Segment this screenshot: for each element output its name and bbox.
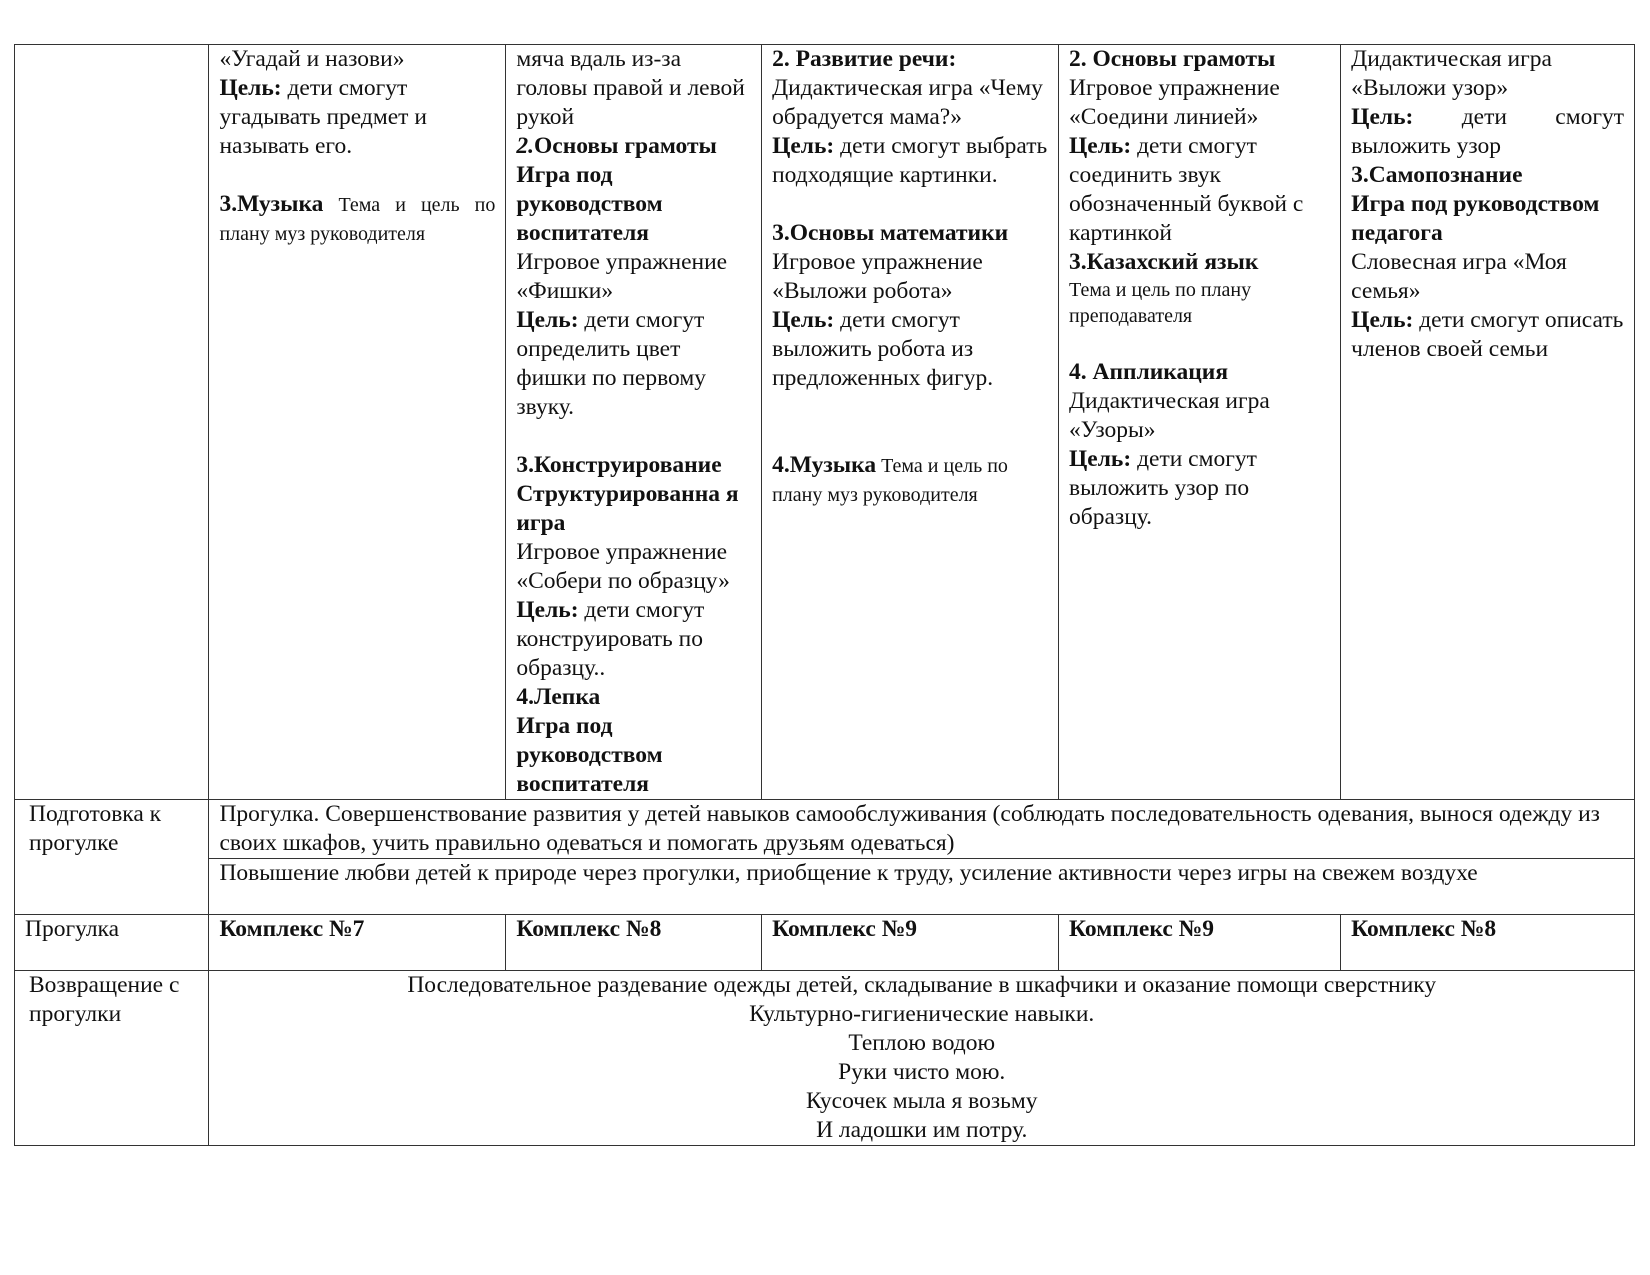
- complex-cell: Комплекс №8: [1341, 915, 1635, 971]
- section-subtitle: Игра под руководством воспитателя: [516, 713, 663, 797]
- prep-row-2: [15, 859, 1635, 915]
- return-label: Возвращение с прогулки: [15, 971, 209, 1146]
- section-subtitle: Структурированна я игра: [516, 481, 739, 536]
- exercise-text: Словесная игра «Моя семья»: [1351, 249, 1567, 304]
- game-title: Дидактическая игра «Выложи узор»: [1351, 46, 1552, 101]
- section-title: 3.Конструирование: [516, 452, 722, 478]
- music-block: 4.Музыка Тема и цель по плану муз руководителя: [772, 452, 1008, 506]
- poem-line: Кусочек мыла я возьму: [805, 1088, 1038, 1114]
- section-title: 2.Основы грамоты: [516, 133, 717, 159]
- activities-col-1: [209, 45, 506, 800]
- goal-text: Цель: дети смогут выложить узор по образцу.: [1069, 446, 1257, 530]
- complex-cell: Комплекс №7: [209, 915, 506, 971]
- activities-label-cell: [15, 45, 209, 800]
- exercise-text: Игровое упражнение «Фишки»: [516, 249, 728, 304]
- goal-text: Цель: дети смогут описать членов своей семьи: [1351, 307, 1624, 362]
- activities-row: [15, 45, 1635, 800]
- exercise-text: Дидактическая игра «Узоры»: [1069, 388, 1270, 443]
- complex-cell: Комплекс №9: [762, 915, 1059, 971]
- walk-label: Прогулка: [15, 915, 209, 971]
- section-title: 2. Основы грамоты: [1069, 46, 1276, 72]
- section-subtitle: Игра под руководством воспитателя: [516, 162, 663, 246]
- complex-cell: Комплекс №8: [506, 915, 762, 971]
- section-title: 3.Основы математики: [772, 220, 1009, 246]
- complex-cell: Комплекс №9: [1059, 915, 1341, 971]
- goal-text: Цель: дети смогут выбрать подходящие картинки.: [772, 133, 1048, 188]
- section-title: 4.Лепка: [516, 684, 601, 710]
- section-title: 3.Самопознание: [1351, 162, 1523, 188]
- goal-text: Цель: дети смогут конструировать по образцу..: [516, 597, 705, 681]
- text-line: мяча вдаль из-за головы правой и левой рукой: [516, 46, 745, 130]
- schedule-table: [14, 44, 1635, 1146]
- exercise-text: Игровое упражнение «Выложи робота»: [772, 249, 983, 304]
- activities-col-5: [1341, 45, 1635, 800]
- goal-text: Цель: дети смогут выложить узор: [1351, 104, 1624, 159]
- exercise-text: Дидактическая игра «Чему обрадуется мама?»: [772, 75, 1043, 130]
- prep-text-2: Повышение любви детей к природе через прогулки, приобщение к труду, усиление активности через игры на свежем воздухе: [209, 859, 1635, 915]
- exercise-text: Игровое упражнение «Собери по образцу»: [516, 539, 730, 594]
- poem-line: И ладошки им потру.: [816, 1117, 1028, 1143]
- section-title: 4. Аппликация: [1069, 359, 1229, 385]
- return-line: Последовательное раздевание одежды детей, складывание в шкафчики и оказание помощи сверстнику: [407, 972, 1437, 998]
- activities-col-2: [506, 45, 762, 800]
- game-title: «Угадай и назови»: [219, 46, 405, 72]
- music-block: 3.Музыка Тема и цель по плану муз руководителя: [219, 191, 496, 245]
- return-text: [209, 971, 1635, 1146]
- poem-line: Теплою водою: [848, 1030, 996, 1056]
- return-line: Культурно-гигиенические навыки.: [749, 1001, 1095, 1027]
- prep-text-1: Прогулка. Совершенствование развития у детей навыков самообслуживания (соблюдать последовательность одевания, вынося одежду из своих шкафов, учить правильно одеваться и помогать друзьям одеваться): [209, 800, 1635, 859]
- section-note: Тема и цель по плану преподавателя: [1069, 279, 1252, 327]
- activities-col-3: [762, 45, 1059, 800]
- activities-col-4: [1059, 45, 1341, 800]
- prep-label: Подготовка к прогулке: [15, 800, 209, 915]
- exercise-text: Игровое упражнение «Соедини линией»: [1069, 75, 1280, 130]
- walk-row: [15, 915, 1635, 971]
- goal-text: Цель: дети смогут определить цвет фишки по первому звуку.: [516, 307, 706, 420]
- goal-text: Цель: дети смогут угадывать предмет и называть его.: [219, 75, 427, 159]
- poem-line: Руки чисто мою.: [838, 1059, 1006, 1085]
- section-title: 2. Развитие речи:: [772, 46, 957, 72]
- section-title: 3.Казахский язык: [1069, 249, 1259, 275]
- prep-row-1: [15, 800, 1635, 859]
- goal-text: Цель: дети смогут выложить робота из предложенных фигур.: [772, 307, 994, 391]
- goal-text: Цель: дети смогут соединить звук обозначенный буквой с картинкой: [1069, 133, 1304, 246]
- return-row: [15, 971, 1635, 1146]
- section-subtitle: Игра под руководством педагога: [1351, 191, 1600, 246]
